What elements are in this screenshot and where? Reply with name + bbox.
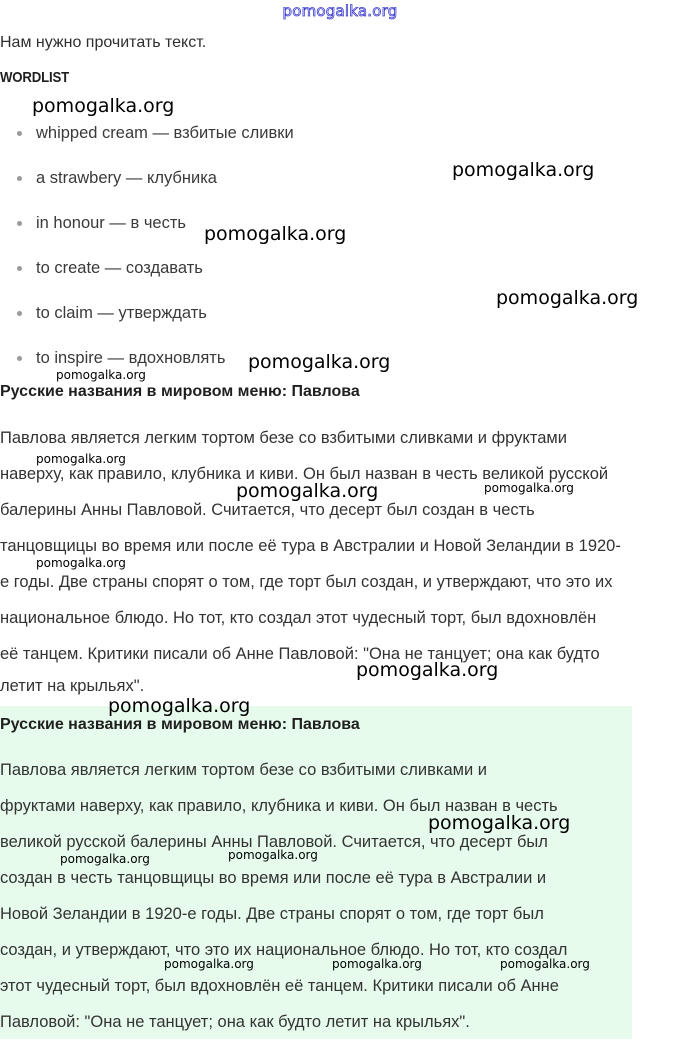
- watermark: pomogalka.org: [236, 480, 379, 502]
- paragraph-line: е годы. Две страны спорят о том, где торт был создан, и утверждают, что это их: [0, 573, 613, 591]
- paragraph-line: великой русской балерины Анны Павловой. Считается, что десерт был: [0, 833, 548, 851]
- bullet-icon: [17, 266, 22, 271]
- paragraph-line: танцовщицы во время или после её тура в Австралии и Новой Зеландии в 1920-: [0, 537, 621, 555]
- watermark: pomogalka.org: [164, 957, 254, 971]
- paragraph-line: Павлова является легким тортом безе со взбитыми сливками и фруктами: [0, 429, 567, 447]
- watermark: pomogalka.org: [228, 848, 318, 862]
- list-item: [0, 292, 294, 337]
- watermark: pomogalka.org: [36, 556, 126, 570]
- watermark: pomogalka.org: [500, 957, 590, 971]
- list-item-text: a strawbery — клубника: [36, 169, 217, 187]
- watermark: pomogalka.org: [356, 659, 499, 681]
- watermark: pomogalka.org: [332, 957, 422, 971]
- list-item-text: in honour — в честь: [36, 214, 186, 232]
- list-item-text: whipped cream — взбитые сливки: [36, 124, 294, 142]
- paragraph-line: фруктами наверху, как правило, клубника и киви. Он был назван в честь: [0, 797, 558, 815]
- bullet-icon: [17, 131, 22, 136]
- watermark: pomogalka.org: [204, 223, 347, 245]
- watermark: pomogalka.org: [56, 368, 146, 382]
- watermark: pomogalka.org: [428, 812, 571, 834]
- wordlist-heading: WORDLIST: [0, 69, 69, 86]
- watermark: pomogalka.org: [32, 95, 175, 117]
- paragraph-line: летит на крыльях".: [0, 677, 145, 695]
- paragraph-line: создан в честь танцовщицы во время или после её тура в Австралии и: [0, 869, 547, 887]
- watermark: pomogalka.org: [248, 351, 391, 373]
- watermark: pomogalka.org: [496, 287, 639, 309]
- paragraph-line: балерины Анны Павловой. Считается, что десерт был создан в честь: [0, 501, 535, 519]
- paragraph-line: её танцем. Критики писали об Анне Павловой: "Она не танцует; она как будто: [0, 645, 600, 663]
- bullet-icon: [17, 221, 22, 226]
- watermark: pomogalka.org: [60, 852, 150, 866]
- paragraph-line: национальное блюдо. Но тот, кто создал этот чудесный торт, был вдохновлён: [0, 609, 597, 627]
- wordlist: [0, 112, 294, 382]
- paragraph-line: Павловой: "Она не танцует; она как будто летит на крыльях".: [0, 1013, 470, 1031]
- intro-text: Нам нужно прочитать текст.: [0, 34, 207, 51]
- paragraph-line: наверху, как правило, клубника и киви. Он был назван в честь великой русской: [0, 465, 609, 483]
- list-item-text: to create — создавать: [36, 259, 203, 277]
- paragraph-line: Новой Зеландии в 1920-е годы. Две страны спорят о том, где торт был: [0, 905, 544, 923]
- list-item-text: to inspire — вдохновлять: [36, 349, 226, 367]
- paragraph-line: Павлова является легким тортом безе со взбитыми сливками и: [0, 761, 488, 779]
- paragraph-line: этот чудесный торт, был вдохновлён её танцем. Критики писали об Анне: [0, 977, 559, 995]
- list-item: [0, 157, 294, 202]
- paragraph-line: создан, и утверждают, что это их национальное блюдо. Но тот, кто создал: [0, 941, 568, 959]
- list-item: [0, 112, 294, 157]
- bullet-icon: [17, 176, 22, 181]
- bullet-icon: [17, 311, 22, 316]
- watermark: pomogalka.org: [452, 159, 595, 181]
- section-title: Русские названия в мировом меню: Павлова: [0, 383, 360, 400]
- list-item: [0, 247, 294, 292]
- section-title: Русские названия в мировом меню: Павлова: [0, 716, 360, 733]
- watermark: pomogalka.org: [108, 695, 251, 717]
- site-link[interactable]: pomogalka.org: [282, 2, 398, 20]
- watermark: pomogalka.org: [484, 481, 574, 495]
- list-item-text: to claim — утверждать: [36, 304, 207, 322]
- watermark: pomogalka.org: [36, 452, 126, 466]
- highlighted-paragraph: [0, 752, 567, 1040]
- bullet-icon: [17, 356, 22, 361]
